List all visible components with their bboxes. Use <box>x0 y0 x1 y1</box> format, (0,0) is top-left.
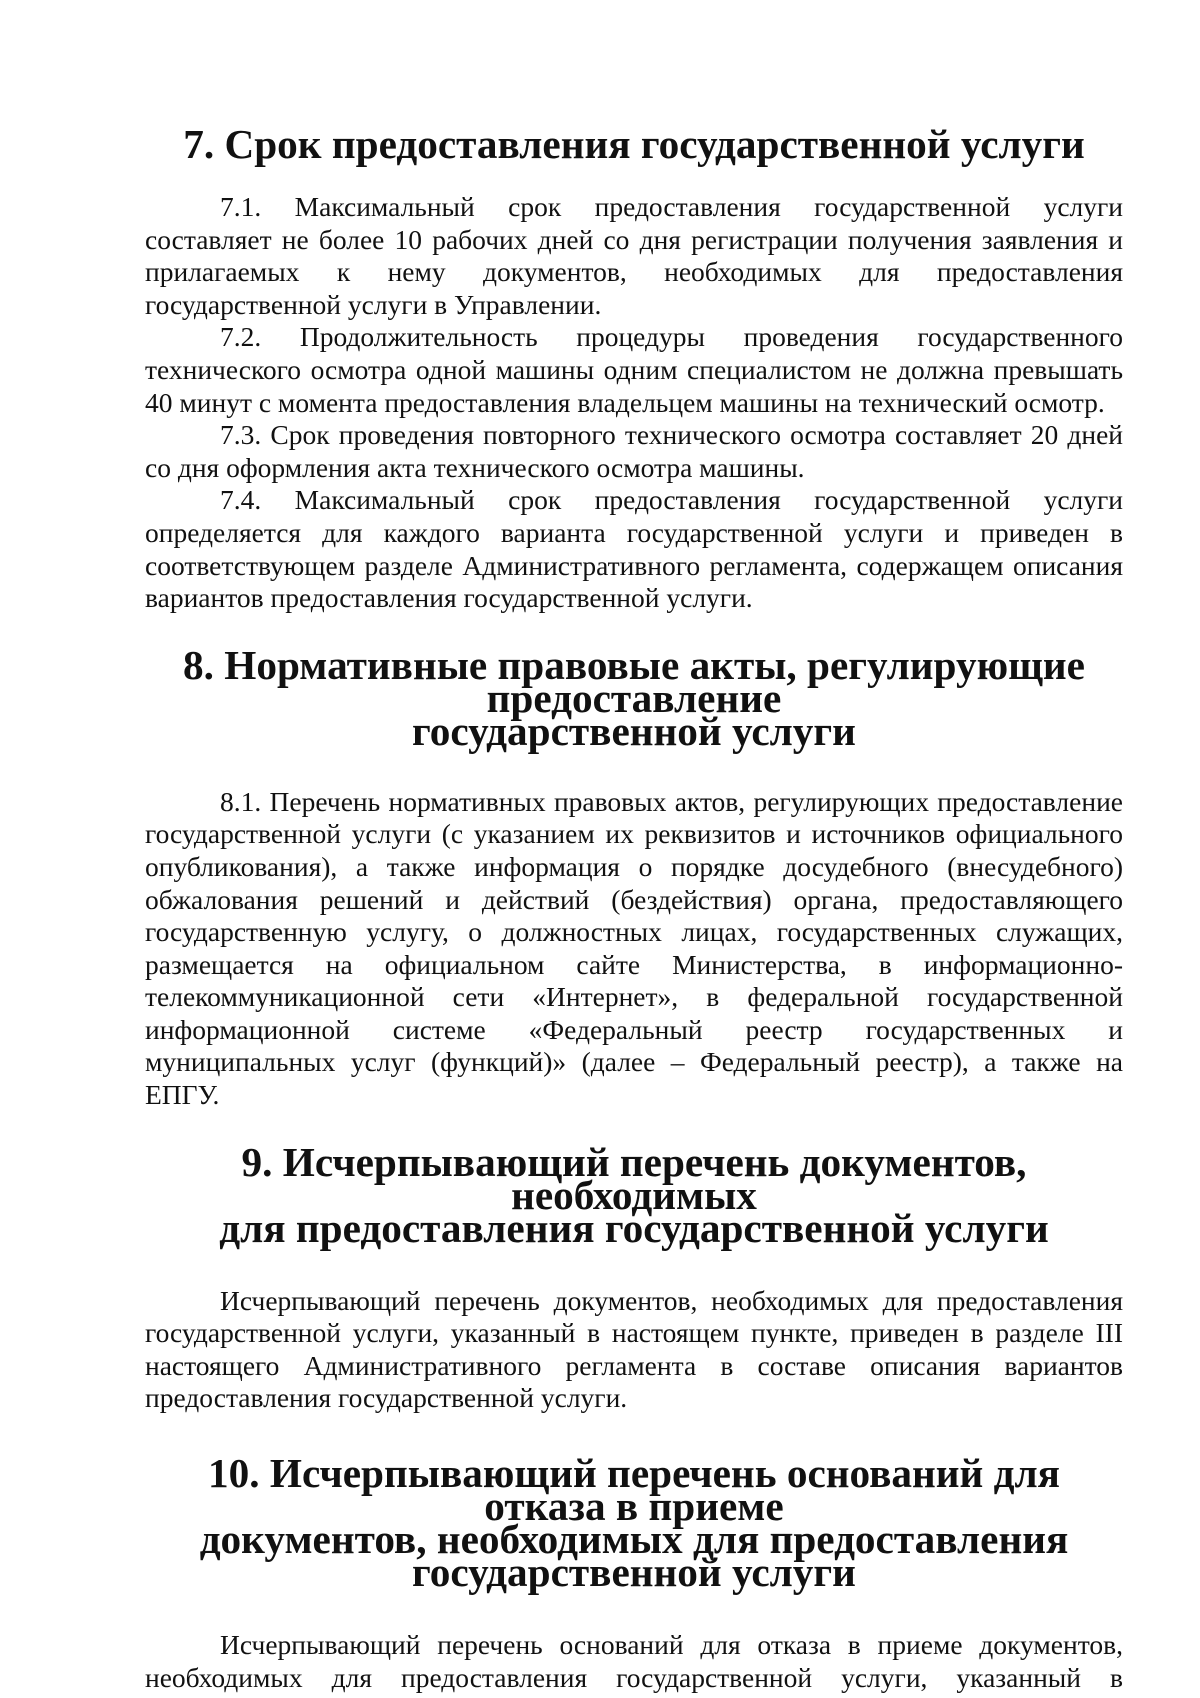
paragraph-10: Исчерпывающий перечень оснований для отказа в приеме документов, необходимых для предоставления государственной услуги, указанный в <box>145 1629 1123 1693</box>
page-content <box>145 121 1123 1694</box>
section-7-heading-line: 7. Срок предоставления государственной услуги <box>183 121 1085 167</box>
paragraph-7-2: 7.2. Продолжительность процедуры проведения государственного технического осмотра одной машины одним специалистом не должна превышать 40 минут с момента предоставления владельцем машины на технический осмотр. <box>145 321 1123 418</box>
section-9-heading-line-1: 9. Исчерпывающий перечень документов, необходимых <box>241 1138 1027 1218</box>
section-8-heading-line-2: государственной услуги <box>412 707 856 754</box>
paragraph-7-1: 7.1. Максимальный срок предоставления государственной услуги составляет не более 10 рабочих дней со дня регистрации получения заявления и прилагаемых к нему документов, необходимых для предоставления государственной услуги в Управлении. <box>145 191 1123 320</box>
paragraph-8-1: 8.1. Перечень нормативных правовых актов, регулирующих предоставление государственной услуги (с указанием их реквизитов и источников официального опубликования), а также информация о порядке досудебного (внесудебного) обжалования решений и действий (бездействия) органа, предоставляющего государственную услугу, о должностных лицах, государственных служащих, размещается на официальном сайте Министерства, в информационно-телекоммуникационной сети «Интернет», в федеральной государственной информационной системе «Федеральный реестр государственных и муниципальных услуг (функций)» (далее – Федеральный реестр), а также на ЕПГУ. <box>145 785 1123 1111</box>
section-10-heading-line-1: 10. Исчерпывающий перечень оснований для отказа в приеме <box>208 1450 1060 1530</box>
section-9-heading-line-2: для предоставления государственной услуги <box>219 1204 1049 1251</box>
section-10-heading <box>145 1450 1123 1596</box>
section-8-heading-line-1: 8. Нормативные правовые акты, регулирующие предоставление <box>182 641 1085 721</box>
paragraph-9: Исчерпывающий перечень документов, необходимых для предоставления государственной услуги, указанный в настоящем пункте, приведен в разделе III настоящего Административного регламента в составе описания вариантов предоставления государственной услуги. <box>145 1284 1123 1414</box>
section-10-heading-line-2: документов, необходимых для предоставления государственной услуги <box>199 1516 1069 1596</box>
section-8-heading <box>145 641 1123 754</box>
section-7-heading <box>145 121 1123 167</box>
section-9-heading <box>145 1138 1123 1251</box>
paragraph-7-4: 7.4. Максимальный срок предоставления государственной услуги определяется для каждого варианта государственной услуги и приведен в соответствующем разделе Административного регламента, содержащем описания вариантов предоставления государственной услуги. <box>145 484 1123 614</box>
paragraph-7-3: 7.3. Срок проведения повторного технического осмотра составляет 20 дней со дня оформления акта технического осмотра машины. <box>145 419 1123 483</box>
